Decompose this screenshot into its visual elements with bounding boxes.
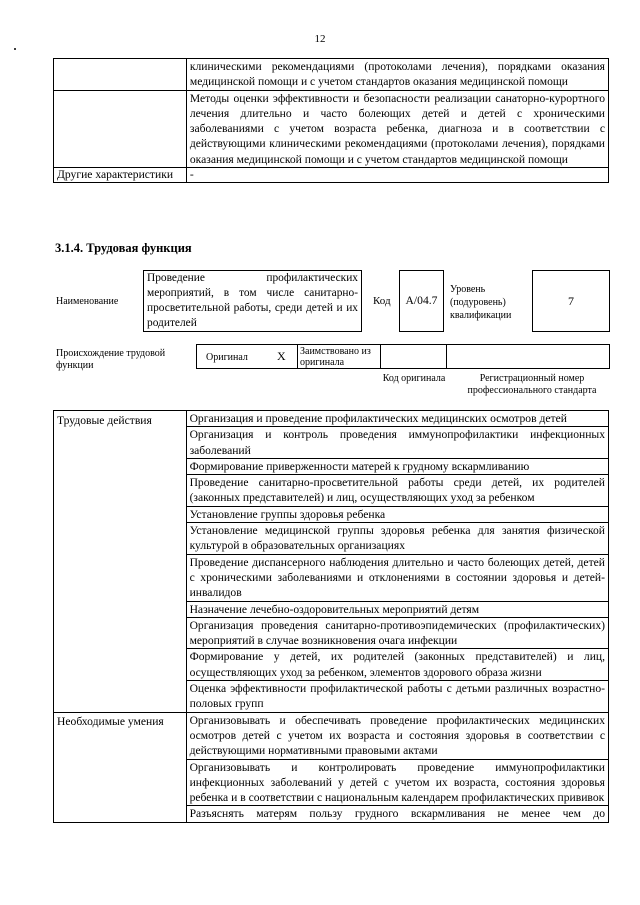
table-cell: клиническими рекомендациями (протоколами лечения), порядками оказания медицинской помощи и с учетом стандартов оказания медицинской помощи (186, 59, 608, 91)
labor-function-table (53, 410, 609, 823)
code-original-caption: Код оригинала (382, 373, 446, 384)
labor-action-item: Установление медицинской группы здоровья ребенка для занятия физической культурой в образовательных организациях (186, 523, 608, 555)
labor-action-item: Проведение санитарно-просветительной работы среди детей, их родителей (законных представителей) и лиц, осуществляющих уход за ребенком (186, 475, 608, 507)
origin-label: Происхождение трудовой функции (56, 348, 166, 371)
labor-action-item: Проведение диспансерного наблюдения длительно и часто болеющих детей, детей с хроническими заболеваниями и отклонениями в состоянии здоровья и детей-инвалидов (186, 554, 608, 601)
origin-box (196, 344, 610, 369)
labor-action-item: Организация и контроль проведения иммунопрофилактики инфекционных заболеваний (186, 427, 608, 459)
labor-actions-label: Трудовые действия (54, 411, 187, 713)
original-label: Оригинал (206, 352, 248, 363)
function-name-box: Проведение профилактических мероприятий, в том числе санитарно-просветительной работы, среди детей и их родителей (143, 270, 362, 332)
borrowed-label: Заимствовано из оригинала (300, 346, 371, 368)
required-skills-label: Необходимые умения (54, 712, 187, 822)
labor-action-item: Организация проведения санитарно-противоэпидемических (профилактических) мероприятий в случае возникновения очага инфекции (186, 617, 608, 649)
reg-number-caption: Регистрационный номер профессионального стандарта (467, 373, 597, 396)
labor-action-item: Оценка эффективности профилактической работы с детьми различных возрастно-половых групп (186, 681, 608, 713)
code-label: Код (373, 295, 391, 307)
function-code-box: А/04.7 (399, 270, 444, 332)
level-value-box: 7 (532, 270, 610, 332)
scan-speck (14, 48, 16, 50)
page-number: 12 (314, 33, 326, 45)
top-continuation-table (53, 58, 609, 183)
table-row (54, 712, 609, 759)
labor-action-item: Установление группы здоровья ребенка (186, 506, 608, 522)
labor-action-item: Организация и проведение профилактических медицинских осмотров детей (186, 411, 608, 427)
other-characteristics-value: - (186, 168, 608, 183)
table-row (54, 59, 609, 91)
labor-action-item: Формирование у детей, их родителей (законных представителей) и лиц, осуществляющих уход за ребенком, элементов здорового образа жизни (186, 649, 608, 681)
table-row (54, 411, 609, 427)
skill-item: Разъяснять матерям пользу грудного вскармливания не менее чем до (186, 806, 608, 822)
skill-item: Организовывать и обеспечивать проведение профилактических медицинских осмотров детей с учетом их возраста и состояния здоровья в соответствии с действующими нормативными правовыми актами (186, 712, 608, 759)
table-row (54, 168, 609, 183)
labor-action-item: Назначение лечебно-оздоровительных мероприятий детям (186, 601, 608, 617)
labor-action-item: Формирование приверженности матерей к грудному вскармливанию (186, 458, 608, 474)
other-characteristics-label: Другие характеристики (54, 168, 187, 183)
table-cell: Методы оценки эффективности и безопасности реализации санаторно-курортного лечения длительно и часто болеющих детей и детей с хроническими заболеваниями с учетом возраста ребенка, диагноза и в соответствии с действующими клиническими рекомендациями (протоколами лечения), порядками оказания медицинской помощи и с учетом стандартов медицинской помощи (186, 90, 608, 167)
name-label: Наименование (56, 296, 119, 307)
section-title: 3.1.4. Трудовая функция (55, 241, 192, 255)
skill-item: Организовывать и контролировать проведение иммунопрофилактики инфекционных заболеваний у детей с учетом их возраста, состояния здоровья ребенка и в соответствии с национальным календарем профилактических прививок (186, 759, 608, 806)
table-row (54, 90, 609, 167)
level-label: Уровень (подуровень) квалификации (450, 284, 512, 321)
original-check-mark: X (277, 349, 286, 363)
